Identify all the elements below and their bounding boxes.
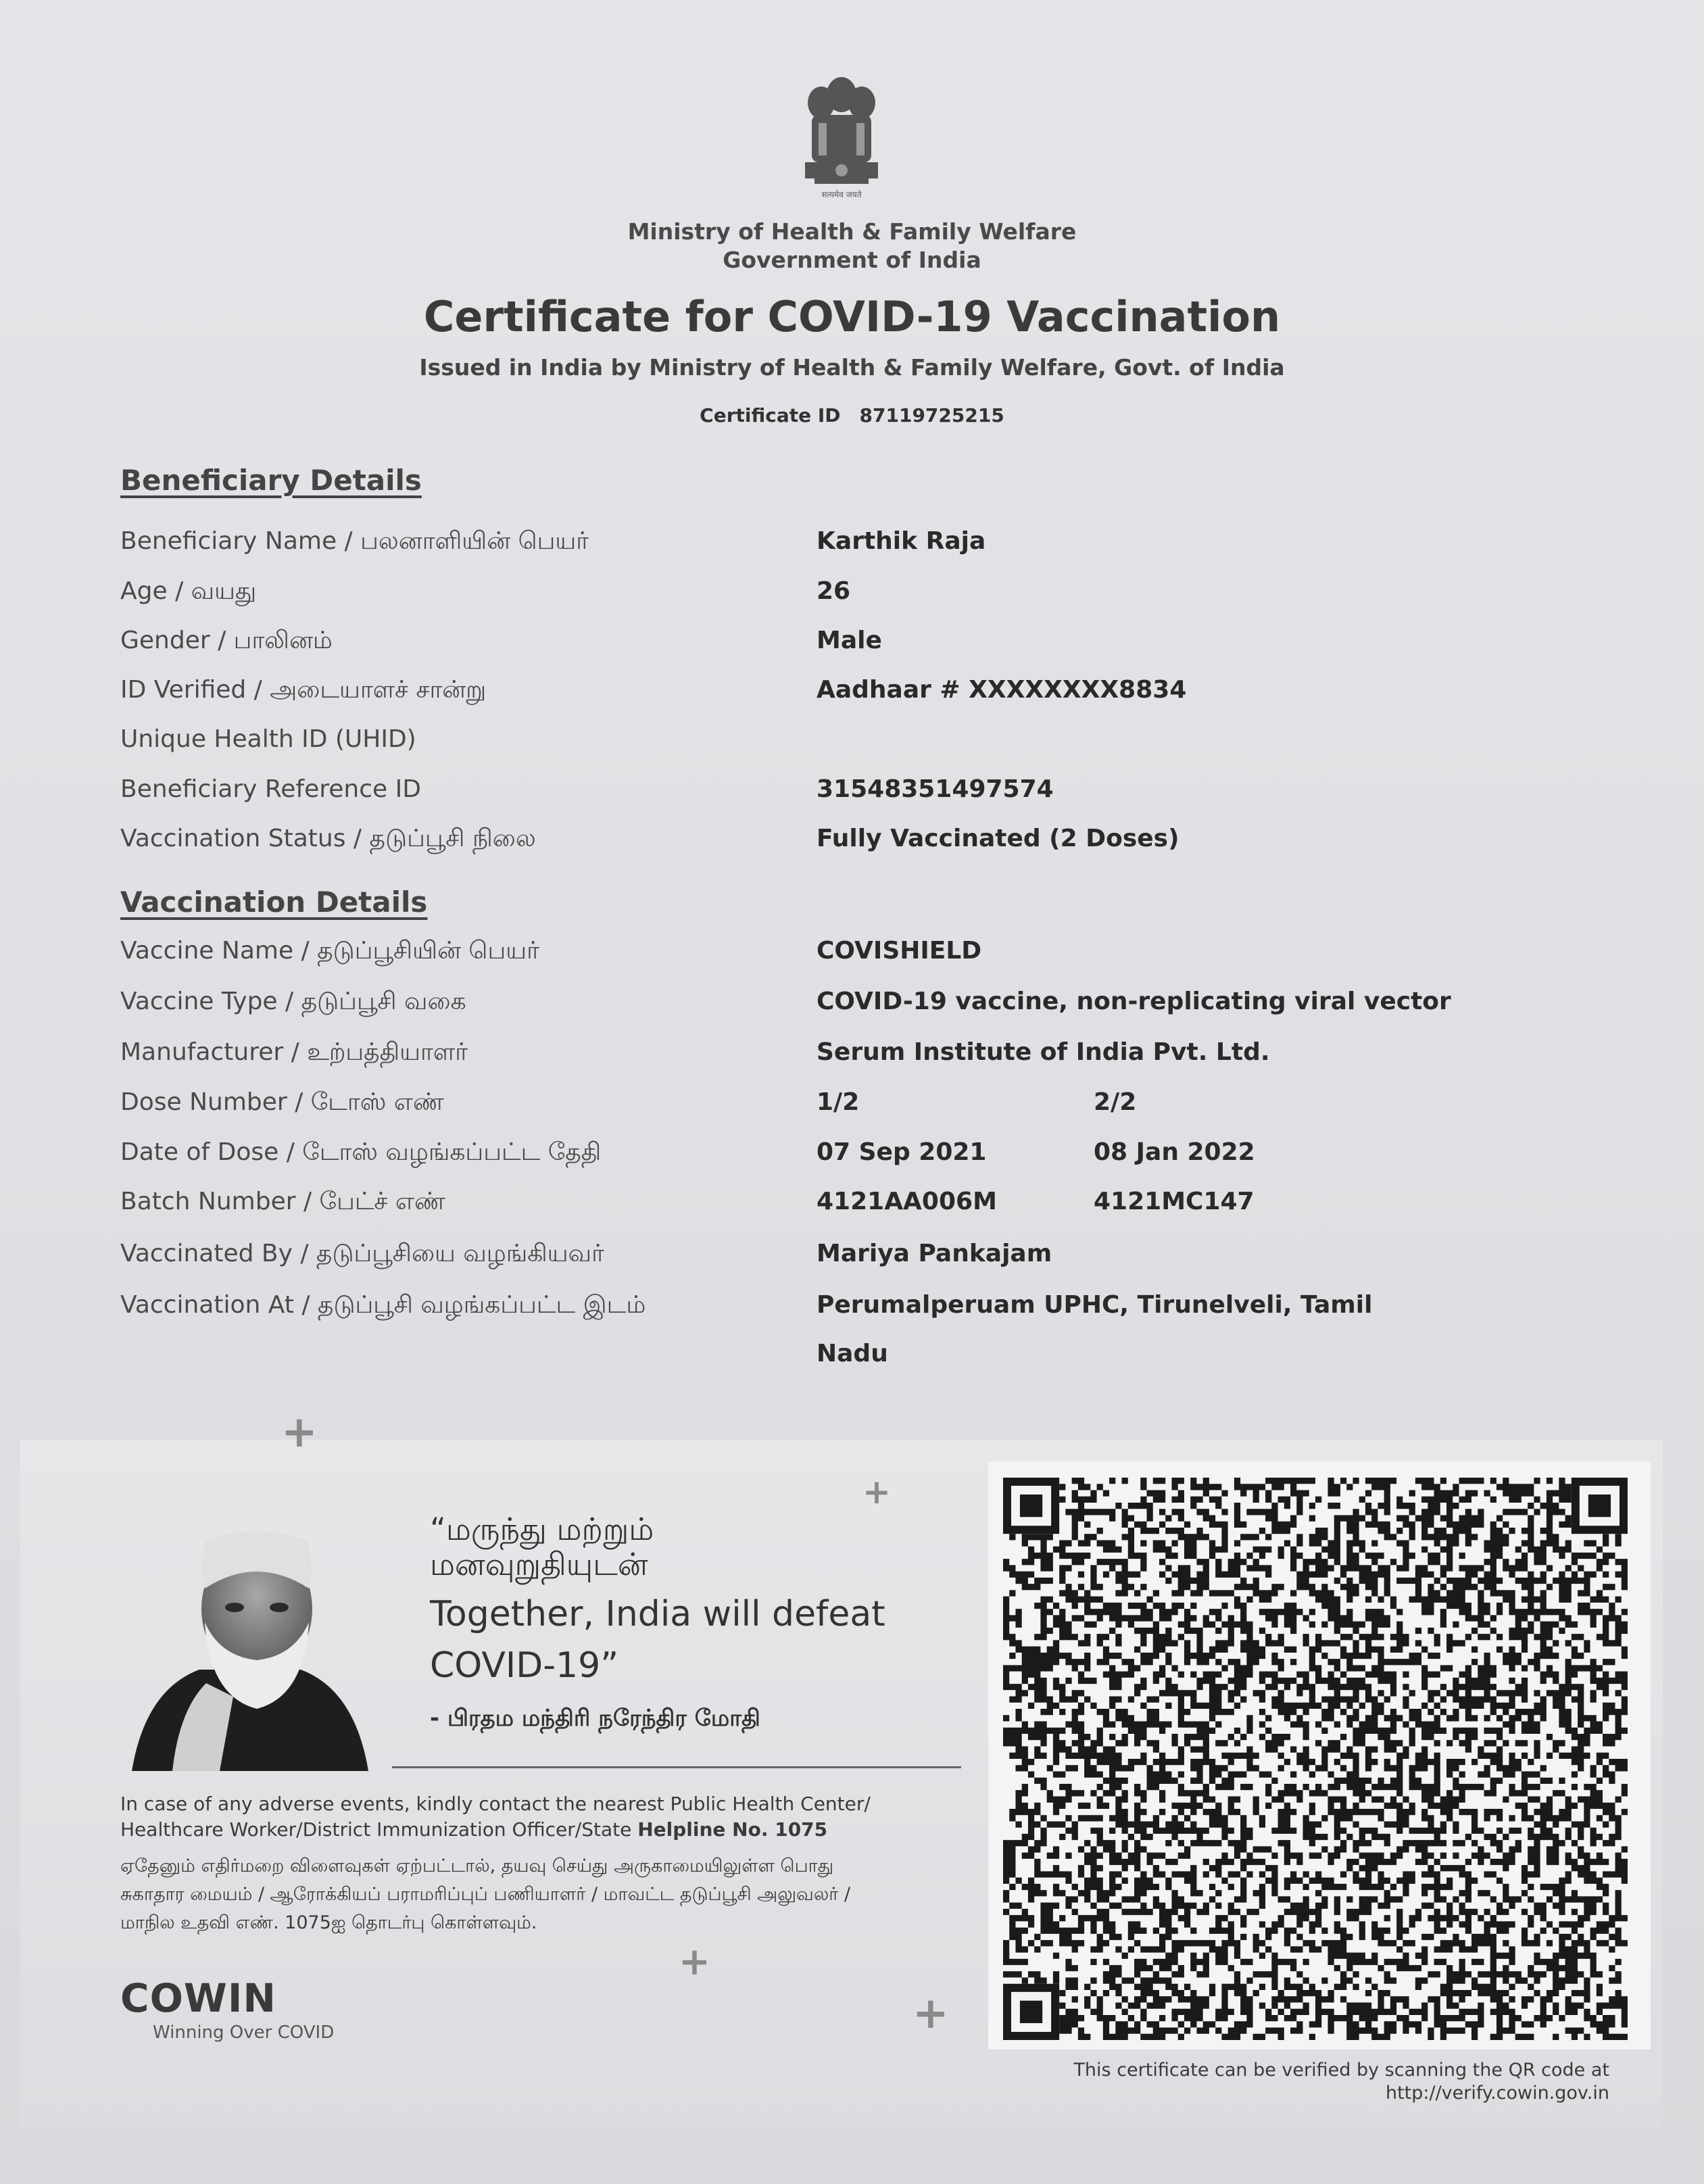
batch-number-row <box>120 1188 1607 1228</box>
date-1: 07 Sep 2021 <box>817 1138 987 1166</box>
beneficiary-row-name <box>120 527 1607 568</box>
vaccinated-at-line-1: Perumalperuam UPHC, Tirunelveli, Tamil <box>817 1291 1373 1319</box>
adverse-events-notice-english <box>120 1791 965 1843</box>
beneficiary-row-status <box>120 825 1607 865</box>
certificate-id-label: Certificate ID <box>700 404 841 427</box>
adverse-ta-line-1: ஏதேனும் எதிர்மறை விளைவுகள் ஏற்பட்டால், தயவு செய்து அருகாமையிலுள்ள பொது <box>120 1855 834 1876</box>
prime-minister-name: - பிரதம மந்திரி நரேந்திர மோதி <box>430 1705 760 1732</box>
row-label: Beneficiary Name / பலனாளியின் பெயர் <box>120 527 589 555</box>
plus-decoration-icon: + <box>281 1407 318 1457</box>
ministry-line-1: Ministry of Health & Family Welfare <box>627 218 1077 245</box>
qr-finder-pattern <box>1588 1495 1611 1517</box>
row-label: Age / வயது <box>120 577 257 605</box>
certificate-id-value: 87119725215 <box>859 404 1004 427</box>
quote-tamil-line-1: “மருந்து மற்றும் <box>430 1511 654 1547</box>
dose-2: 2/2 <box>1094 1088 1137 1116</box>
row-value: Fully Vaccinated (2 Doses) <box>817 825 1179 852</box>
vaccinated-at-line-2: Nadu <box>817 1340 888 1367</box>
verify-url: http://verify.cowin.gov.in <box>1385 2083 1609 2104</box>
vaccinated-at-row <box>120 1291 1607 1332</box>
quote-english <box>430 1588 944 1691</box>
dose-1: 1/2 <box>817 1088 860 1116</box>
adverse-events-notice-tamil <box>120 1852 965 1937</box>
ministry-line-2: Government of India <box>723 247 981 273</box>
certificate-title: Certificate for COVID-19 Vaccination <box>423 292 1281 341</box>
vaccine-name-row <box>120 937 1607 977</box>
certificate-subtitle: Issued in India by Ministry of Health & Family Welfare, Govt. of India <box>419 354 1285 381</box>
row-value: Male <box>817 627 882 654</box>
quote-english-line-2: COVID-19” <box>430 1645 619 1686</box>
manufacturer-row <box>120 1038 1607 1079</box>
beneficiary-row-age <box>120 577 1607 618</box>
quote-tamil <box>430 1511 903 1582</box>
row-label: Dose Number / டோஸ் எண் <box>120 1088 444 1116</box>
row-label: ID Verified / அடையாளச் சான்று <box>120 676 487 704</box>
beneficiary-row-gender <box>120 627 1607 667</box>
divider <box>392 1766 961 1768</box>
vaccine-name: COVISHIELD <box>817 937 982 965</box>
row-value: 26 <box>817 577 851 605</box>
plus-decoration-icon: + <box>912 1989 949 2039</box>
row-value: 31548351497574 <box>817 775 1054 803</box>
row-label: Vaccine Type / தடுப்பூசி வகை <box>120 988 466 1015</box>
row-label: Manufacturer / உற்பத்தியாளர் <box>120 1038 468 1066</box>
plus-decoration-icon: + <box>679 1940 710 1984</box>
adverse-en-line-2: Healthcare Worker/District Immunization Officer/State <box>120 1818 638 1841</box>
date-2: 08 Jan 2022 <box>1094 1138 1255 1166</box>
helpline-number: Helpline No. 1075 <box>637 1818 828 1841</box>
vaccine-type: COVID-19 vaccine, non-replicating viral vector <box>817 988 1451 1015</box>
vaccinated-by: Mariya Pankajam <box>817 1240 1052 1267</box>
row-label: Vaccine Name / தடுப்பூசியின் பெயர் <box>120 937 539 965</box>
verification-qr-code[interactable] <box>1003 1478 1628 2040</box>
certificate-id <box>0 404 1704 427</box>
prime-minister-portrait <box>118 1528 382 1771</box>
cowin-logo: COWIN <box>120 1975 276 2021</box>
row-label: Gender / பாலினம் <box>120 627 333 654</box>
beneficiary-row-uhid <box>120 725 1607 766</box>
plus-decoration-icon: + <box>862 1472 891 1511</box>
qr-finder-pattern <box>1020 2001 1042 2023</box>
emblem-motto: सत्यमेव जयते <box>821 190 862 199</box>
date-of-dose-row <box>120 1138 1607 1179</box>
cowin-tagline: Winning Over COVID <box>153 2022 335 2043</box>
beneficiary-row-id-verified <box>120 676 1607 717</box>
quote-tamil-line-2: மனவுறுதியுடன் <box>430 1546 648 1582</box>
row-label: Vaccination Status / தடுப்பூசி நிலை <box>120 825 536 852</box>
dose-number-row <box>120 1088 1607 1129</box>
batch-2: 4121MC147 <box>1094 1188 1255 1215</box>
manufacturer: Serum Institute of India Pvt. Ltd. <box>817 1038 1270 1066</box>
vaccinated-by-row <box>120 1240 1607 1280</box>
qr-finder-pattern <box>1020 1495 1042 1517</box>
adverse-ta-line-2: சுகாதார மையம் / ஆரோக்கியப் பராமரிப்புப் பணியாளர் / மாவட்ட தடுப்பூசி அலுவலர் / <box>120 1884 851 1905</box>
quote-english-line-1: Together, India will defeat <box>430 1594 885 1634</box>
beneficiary-row-reference-id <box>120 775 1607 816</box>
row-label: Date of Dose / டோஸ் வழங்கப்பட்ட தேதி <box>120 1138 602 1166</box>
row-label: Unique Health ID (UHID) <box>120 725 416 753</box>
row-label: Vaccination At / தடுப்பூசி வழங்கப்பட்ட இடம் <box>120 1291 646 1319</box>
national-emblem <box>787 68 896 203</box>
adverse-ta-line-3: மாநில உதவி எண். 1075ஐ தொடர்பு கொள்ளவும். <box>120 1912 537 1933</box>
row-value: Aadhaar # XXXXXXXX8834 <box>817 676 1187 704</box>
vaccinated-at-row-continued <box>120 1340 1607 1380</box>
row-label: Beneficiary Reference ID <box>120 775 421 803</box>
vaccine-type-row <box>120 988 1607 1028</box>
batch-1: 4121AA006M <box>817 1188 997 1215</box>
ministry-name <box>0 218 1704 274</box>
vaccination-details-heading: Vaccination Details <box>120 885 428 919</box>
adverse-en-line-1: In case of any adverse events, kindly contact the nearest Public Health Center/ <box>120 1793 871 1815</box>
row-label: Vaccinated By / தடுப்பூசியை வழங்கியவர் <box>120 1240 604 1267</box>
verify-line-1: This certificate can be verified by scanning the QR code at <box>1073 2060 1609 2081</box>
row-value: Karthik Raja <box>817 527 986 555</box>
verification-note <box>1073 2059 1609 2105</box>
beneficiary-details-heading: Beneficiary Details <box>120 464 422 497</box>
row-label: Batch Number / பேட்ச் எண் <box>120 1188 445 1215</box>
